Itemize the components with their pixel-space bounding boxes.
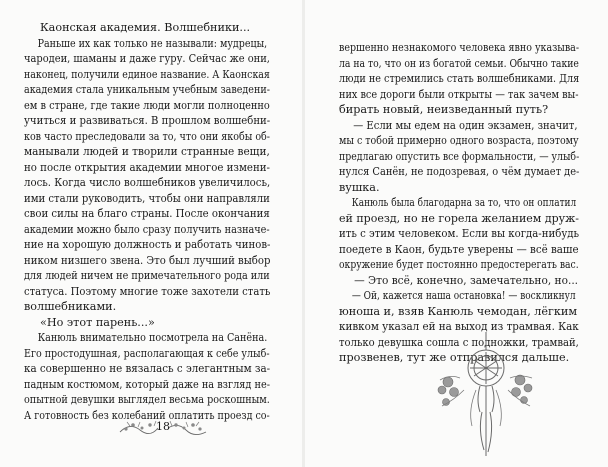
text-line: статуса. Поэтому многие тоже захотели стать: [24, 284, 271, 298]
text-line: ей проезд, но не горела желанием друж-: [339, 211, 579, 225]
text-line: окружение будет постоянно предостерегать вас.: [339, 258, 579, 271]
text-line: ем в стране, где такие люди могли полноценно: [24, 98, 270, 112]
text-line: — Ой, кажется наша остановка! — воскликнул: [351, 289, 576, 302]
right-page: [305, 0, 608, 467]
text-line: опытной девушки выглядел весьма роскошным.: [24, 393, 270, 406]
text-line: прозвенев, тут же отправился дальше.: [339, 351, 570, 364]
text-line: люди не стремились стать волшебниками. Для: [339, 72, 580, 85]
text-line: ими стали руководить, чтобы они направляли: [24, 191, 270, 205]
right-page-text: [339, 40, 579, 366]
left-page: [0, 0, 303, 467]
text-line: бирать новый, неизведанный путь?: [339, 103, 549, 116]
text-line: манывали людей и творили странные вещи,: [24, 145, 270, 158]
text-line: наконец, получили единое название. А Каонская: [24, 67, 270, 81]
text-line: академия стала уникальным учебным заведени-: [24, 83, 270, 96]
page-number: 18: [156, 420, 170, 433]
text-line: Канюль была благодарна за то, что он оплатил: [351, 196, 577, 209]
text-line: Его простодушная, располагающая к себе улыб-: [24, 346, 270, 360]
tassel-knot-icon: [420, 330, 550, 460]
text-line: только девушка сошла с подножки, трамвай,: [339, 335, 579, 349]
text-line: ние на хорошую должность и работать чинов-: [24, 238, 271, 251]
text-line: них все дороги были открыты — так зачем вы-: [339, 87, 579, 101]
text-line: вушка.: [339, 180, 380, 194]
text-line: кивком указал ей на выход из трамвая. Как: [339, 320, 579, 333]
text-line: поедете в Каон, будьте уверены — всё ваше: [339, 242, 579, 256]
text-line: Раньше их как только не называли: мудрецы,: [37, 36, 268, 50]
text-line: ить с этим человеком. Если вы когда-нибудь: [339, 227, 580, 240]
left-page-text: [24, 20, 270, 423]
text-line: учиться и развиваться. В прошлом волшебни-: [24, 114, 271, 127]
text-line: падным костюмом, который даже на взгляд не-: [24, 377, 270, 391]
text-line: волшебниками.: [24, 300, 117, 313]
text-line: ником низшего звена. Это был лучший выбор: [24, 253, 271, 267]
tassel-ornament: [420, 330, 550, 460]
text-line: Канюль внимательно посмотрела на Санёна.: [37, 331, 268, 344]
text-line: юноша и, взяв Канюль чемодан, лёгким: [339, 304, 578, 318]
text-line: нулся Санён, не подозревая, о чём думает де-: [339, 165, 580, 178]
text-line: предлагаю опустить все формальности, — улыб-: [339, 149, 580, 163]
text-line: ка совершенно не вязалась с элегантным за-: [24, 362, 271, 375]
text-line: но после открытия академии многое измени-: [24, 160, 270, 174]
text-line: ла на то, что он из богатой семьи. Обычно такие: [339, 56, 579, 70]
page-footer: [118, 410, 208, 438]
text-line: лось. Когда число волшебников увеличилось,: [24, 176, 271, 189]
text-line: для людей ничем не примечательного рода или: [24, 269, 270, 282]
text-line: Каонская академия. Волшебники...: [40, 21, 251, 34]
text-line: — Если мы едем на один экзамен, значит,: [353, 118, 578, 132]
text-line: «Но этот парень...»: [40, 315, 155, 329]
text-line: мы с тобой примерно одного возраста, поэтому: [339, 134, 579, 147]
text-line: — Это всё, конечно, замечательно, но...: [354, 273, 579, 287]
text-line: свои силы на благо страны. После окончания: [24, 207, 270, 220]
text-line: академии можно было сразу получить назначе-: [24, 222, 270, 236]
text-line: вершенно незнакомого человека явно указыва-: [339, 41, 580, 54]
text-line: А готовность без колебаний оплатить проезд со-: [24, 408, 270, 422]
text-line: ков часто преследовали за то, что они якобы об-: [24, 129, 271, 143]
text-line: чародеи, шаманы и даже гуру. Сейчас же они,: [24, 52, 270, 65]
